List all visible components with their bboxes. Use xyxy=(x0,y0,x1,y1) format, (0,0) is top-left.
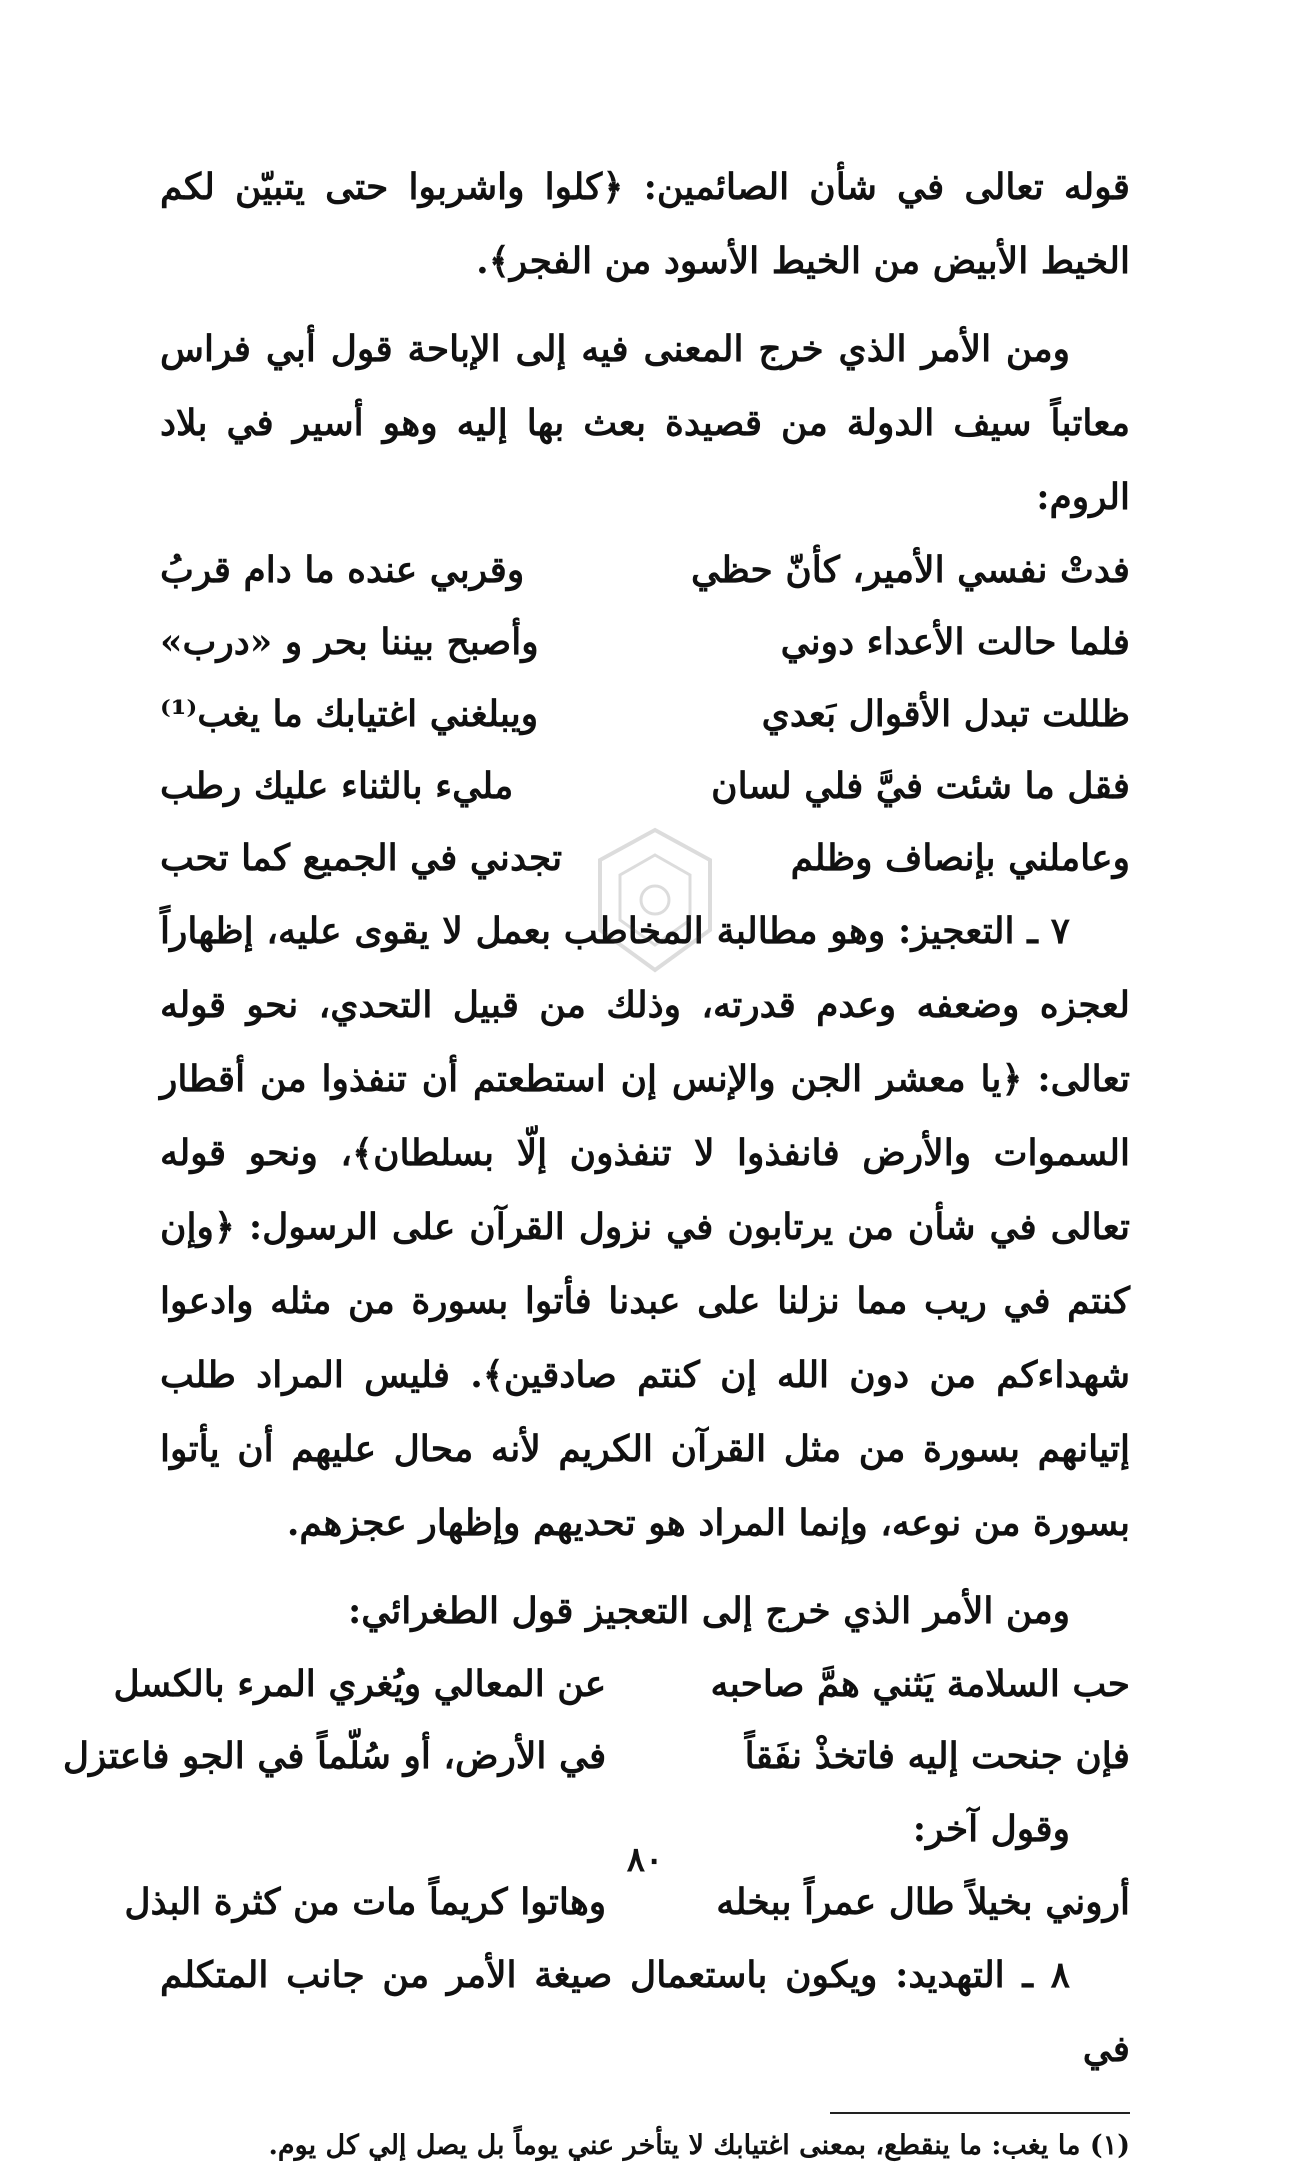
footnote: (١) ما يغب: ما ينقطع، بمعنى اغتيابك لا يتأخر عني يوماً بل يصل إلي كل يوم. xyxy=(268,2130,1130,2161)
verse-second-hemistich: في الأرض، أو سُلّماً في الجو فاعتزل xyxy=(62,1735,607,1777)
verse-line xyxy=(160,678,1130,750)
paragraph-tajeez: ٧ ـ التعجيز: وهو مطالبة المخاطب بعمل لا يقوى عليه، إظهاراً لعجزه وضعفه وعدم قدرته، وذلك من قبيل التحدي، نحو قوله تعالى: ﴿يا معشر الجن والإنس إن استطعتم أن تنفذوا من أقطار السموات والأرض فانفذوا لا تنفذون إلّا بسلطان﴾، ونحو قوله تعالى في شأن من يرتابون في نزول القرآن على الرسول: ﴿وإن كنتم في ريب مما نزلنا على عبدنا فأتوا بسورة من مثله وادعوا شهداءكم من دون الله إن كنتم صادقين﴾. فليس المراد طلب إتيانهم بسورة من مثل القرآن الكريم لأنه محال عليهم أن يأتوا بسورة من نوعه، وإنما المراد هو تحديهم وإظهار عجزهم. xyxy=(160,910,1130,1544)
verse-line xyxy=(160,750,1130,822)
verse-line xyxy=(113,1648,1130,1720)
library-seal-watermark-icon xyxy=(580,820,730,980)
verse-second-hemistich: مليء بالثناء عليك رطب xyxy=(160,765,514,807)
verse-second-hemistich: وقربي عنده ما دام قربُ xyxy=(160,549,525,591)
verse-second-hemistich: تجدني في الجميع كما تحب xyxy=(160,837,563,879)
paragraph-tughrai-intro: ومن الأمر الذي خرج إلى التعجيز قول الطغرائي: xyxy=(347,1590,1070,1632)
footnote-divider xyxy=(830,2112,1130,2114)
paragraph-fasting-verse: قوله تعالى في شأن الصائمين: ﴿كلوا واشربوا حتى يتبيّن لكم الخيط الأبيض من الخيط الأسود من الفجر﴾. xyxy=(160,166,1130,282)
verse-second-hemistich: عن المعالي ويُغري المرء بالكسل xyxy=(113,1663,607,1705)
verse-second-hemistich: ويبلغني اغتيابك ما يغب⁽¹⁾ xyxy=(160,693,539,735)
verse-first-hemistich: حب السلامة يَثني همَّ صاحبه xyxy=(710,1663,1130,1705)
page-number: ٨٠ xyxy=(626,1840,664,1880)
verse-line xyxy=(160,606,1130,678)
verse-first-hemistich: فلما حالت الأعداء دوني xyxy=(780,621,1130,663)
verse-line xyxy=(160,534,1130,606)
verse-first-hemistich: وعاملني بإنصاف وظلم xyxy=(790,837,1130,879)
verse-first-hemistich: فقل ما شئت فيَّ فلي لسان xyxy=(711,765,1130,807)
verse-first-hemistich: فإن جنحت إليه فاتخذْ نفَقاً xyxy=(744,1735,1130,1777)
paragraph-another-saying: وقول آخر: xyxy=(912,1808,1070,1850)
paragraph-tahdeed: ٨ ـ التهديد: ويكون باستعمال صيغة الأمر من جانب المتكلم في xyxy=(160,1954,1130,2070)
verse-first-hemistich: فدتْ نفسي الأمير، كأنّ حظي xyxy=(691,549,1130,591)
verse-second-hemistich: وأصبح بيننا بحر و «درب» xyxy=(160,621,539,663)
verse-first-hemistich: أروني بخيلاً طال عمراً ببخله xyxy=(716,1881,1130,1923)
poem-tughrai xyxy=(62,1648,1130,1792)
verse-line xyxy=(62,1720,1130,1792)
paragraph-ibaha-intro: ومن الأمر الذي خرج المعنى فيه إلى الإباحة قول أبي فراس معاتباً سيف الدولة من قصيدة بعث بها إليه وهو أسير في بلاد الروم: xyxy=(160,328,1130,518)
verse-second-hemistich: وهاتوا كريماً مات من كثرة البذل xyxy=(124,1881,607,1923)
verse-first-hemistich: ظللت تبدل الأقوال بَعدي xyxy=(761,693,1130,735)
